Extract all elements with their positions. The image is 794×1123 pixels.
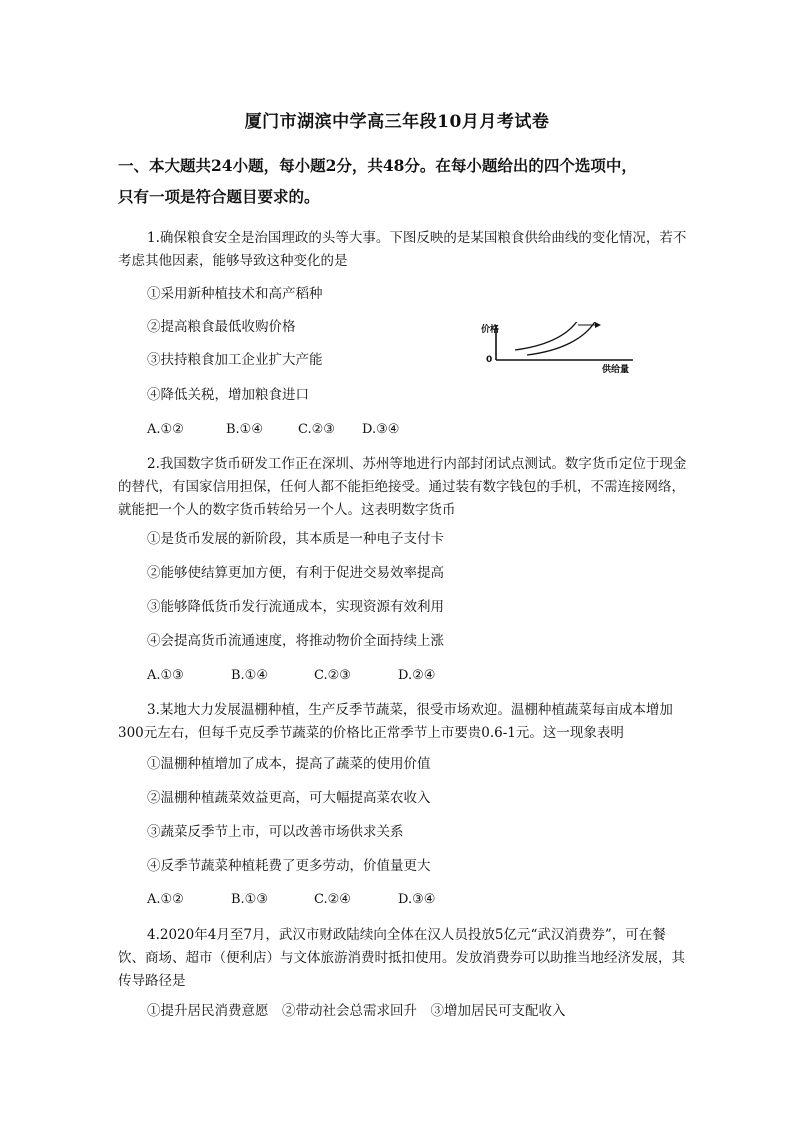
origin-label: 0 xyxy=(486,355,493,365)
question-3-stem: 3.某地大力发展温棚种植，生产反季节蔬菜，很受市场欢迎。温棚种植蔬菜每亩成本增加300元左右，但每千克反季节蔬菜的价格比正常季节上市要贵0.6-1元。这一现象表明 xyxy=(118,702,673,741)
q4-options: ①提升居民消费意愿 ②带动社会总需求回升 ③增加居民可支配收入 xyxy=(147,1003,566,1019)
q2-option-1: ①是货币发展的新阶段，其本质是一种电子支付卡 xyxy=(147,531,444,547)
x-axis-label: 供给量 xyxy=(602,365,630,375)
question-1-stem: 1.确保粮食安全是治国理政的头等大事。下图反映的是某国粮食供给曲线的变化情况，若不考虑其他因素，能够导致这种变化的是 xyxy=(118,230,687,269)
supply-curve-chart xyxy=(475,322,675,376)
question-4 xyxy=(118,924,688,993)
q2-option-3: ③能够降低货币发行流通成本，实现资源有效利用 xyxy=(147,599,444,615)
q3-answer-c: C.②④ xyxy=(314,892,351,907)
q3-answer-b: B.①③ xyxy=(231,892,268,907)
question-4-stem: 4.2020年4月至7月，武汉市财政陆续向全体在汉人员投放5亿元“武汉消费券”，可在餐饮、商场、超市（便利店）与文体旅游消费时抵扣使用。发放消费券可以助推当地经济发展，其传导路径是 xyxy=(118,927,685,989)
q2-answers xyxy=(147,667,435,685)
q2-answer-d: D.②④ xyxy=(398,668,436,683)
q1-option-3: ③扶持粮食加工企业扩大产能 xyxy=(147,352,323,368)
q1-answer-d: D.③④ xyxy=(362,422,400,437)
section-heading-line-2: 只有一项是符合题目要求的。 xyxy=(118,187,320,206)
question-3 xyxy=(118,699,688,745)
q3-option-4: ④反季节蔬菜种植耗费了更多劳动，价值量更大 xyxy=(147,858,431,874)
page-title: 厦门市湖滨中学高三年段10月月考试卷 xyxy=(244,112,550,132)
section-heading-line-1: 一、本大题共24小题，每小题2分，共48分。在每小题给出的四个选项中， xyxy=(118,156,637,175)
question-2-stem: 2.我国数字货币研发工作正在深圳、苏州等地进行内部封闭试点测试。数字货币定位于现金的替代，有国家信用担保，任何人都不能拒绝接受。通过装有数字钱包的手机，不需连接网络，就能把一个人的数字货币转给另一个人。这表明数字货币 xyxy=(118,456,687,518)
q3-answer-d: D.③④ xyxy=(398,892,436,907)
section-heading xyxy=(118,150,698,212)
question-2 xyxy=(118,453,688,522)
q2-option-2: ②能够使结算更加方便，有利于促进交易效率提高 xyxy=(147,565,444,581)
q1-answers xyxy=(147,421,399,439)
q2-option-4: ④会提高货币流通速度，将推动物价全面持续上涨 xyxy=(147,633,444,649)
q1-option-4: ④降低关税，增加粮食进口 xyxy=(147,387,309,403)
q3-option-3: ③蔬菜反季节上市，可以改善市场供求关系 xyxy=(147,824,404,840)
q1-answer-b: B.①④ xyxy=(226,422,263,437)
q3-option-2: ②温棚种植蔬菜效益更高，可大幅提高菜农收入 xyxy=(147,790,431,806)
q2-answer-c: C.②③ xyxy=(314,668,351,683)
q1-option-2: ②提高粮食最低收购价格 xyxy=(147,319,296,335)
q2-answer-a: A.①③ xyxy=(147,668,184,683)
q1-option-1: ①采用新种植技术和高产稻种 xyxy=(147,286,323,302)
q3-option-1: ①温棚种植增加了成本，提高了蔬菜的使用价值 xyxy=(147,756,431,772)
q3-answers xyxy=(147,891,435,909)
arrow-head-icon xyxy=(595,322,601,328)
question-1 xyxy=(118,227,688,273)
q3-answer-a: A.①② xyxy=(147,892,184,907)
q1-answer-c: C.②③ xyxy=(298,422,335,437)
original-supply-curve xyxy=(515,322,578,350)
q1-answer-a: A.①② xyxy=(147,422,184,437)
y-axis-label: 价格 xyxy=(481,325,500,335)
q2-answer-b: B.①④ xyxy=(231,668,268,683)
shifted-supply-curve xyxy=(527,322,596,355)
